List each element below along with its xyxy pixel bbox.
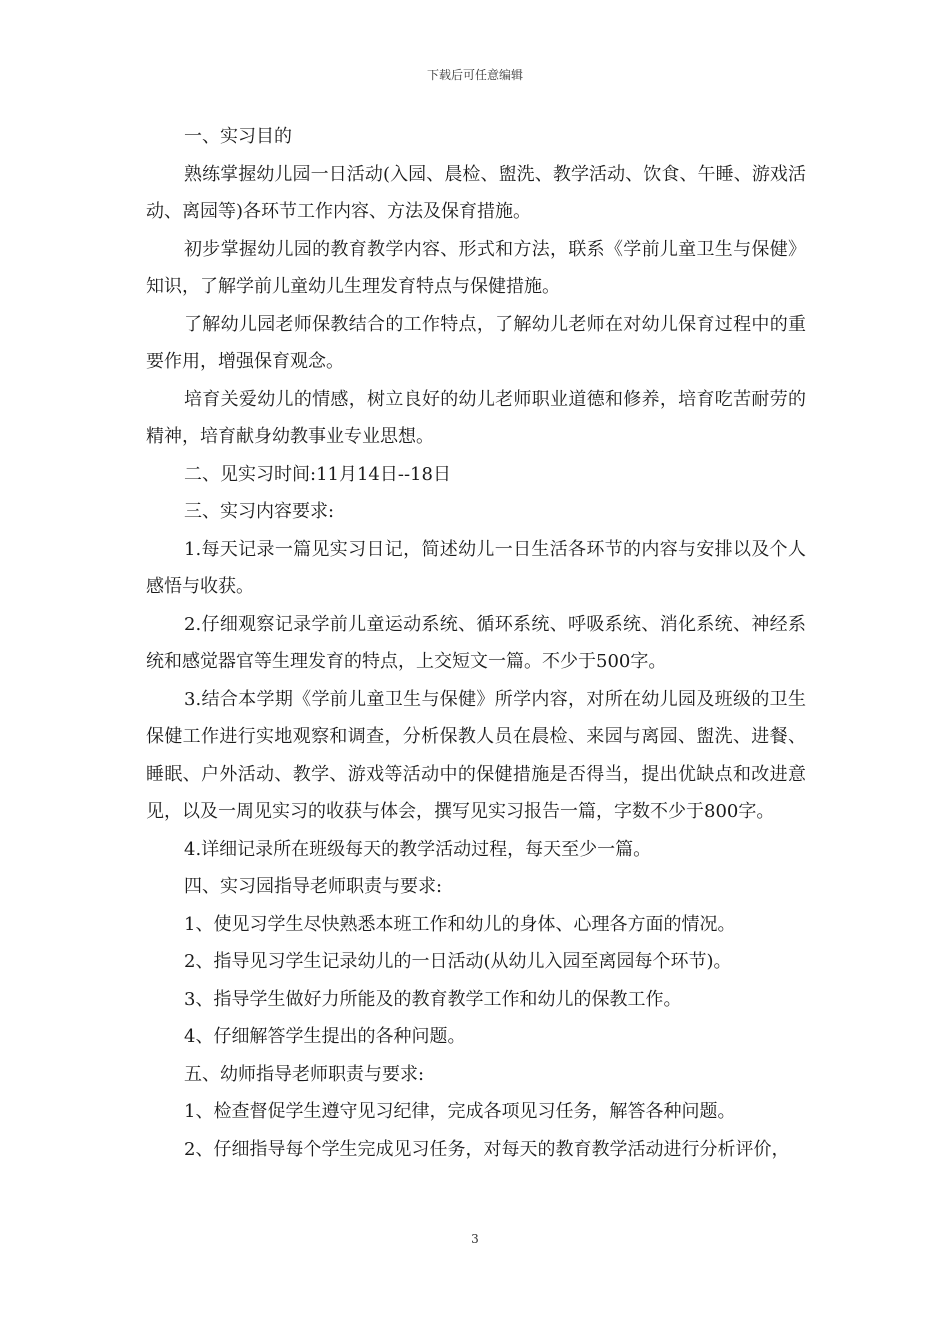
- list-item: 2.仔细观察记录学前儿童运动系统、循环系统、呼吸系统、消化系统、神经系统和感觉器官等生理发育的特点，上交短文一篇。不少于500字。: [146, 613, 806, 672]
- page-number: 3: [471, 1232, 479, 1246]
- section-heading-time: 二、见实习时间:11月14日--18日: [184, 463, 451, 485]
- list-item: 2、指导见习学生记录幼儿的一日活动(从幼儿入园至离园每个环节)。: [184, 951, 732, 972]
- section-heading-content: 三、实习内容要求:: [184, 501, 335, 522]
- list-item: 2、仔细指导每个学生完成见习任务，对每天的教育教学活动进行分析评价，: [184, 1138, 790, 1160]
- document-body: [146, 118, 806, 1168]
- paragraph: 初步掌握幼儿园的教育教学内容、形式和方法，联系《学前儿童卫生与保健》知识，了解学前儿童幼儿生理发育特点与保健措施。: [146, 238, 806, 297]
- list-item: 3.结合本学期《学前儿童卫生与保健》所学内容，对所在幼儿园及班级的卫生保健工作进行实地观察和调查，分析保教人员在晨检、来园与离园、盥洗、进餐、睡眠、户外活动、教学、游戏等活动中的保健措施是否得当，提出优缺点和改进意见，以及一周见实习的收获与体会，撰写见实习报告一篇，字数不少于800字。: [146, 688, 806, 822]
- list-item: 4.详细记录所在班级每天的教学活动过程，每天至少一篇。: [184, 838, 652, 860]
- page-header: 下载后可任意编辑: [426, 68, 523, 82]
- section-heading-park-teacher: 四、实习园指导老师职责与要求:: [184, 876, 443, 897]
- list-item: 1.每天记录一篇见实习日记，简述幼儿一日生活各环节的内容与安排以及个人感悟与收获。: [146, 538, 806, 597]
- list-item: 1、检查督促学生遵守见习纪律，完成各项见习任务，解答各种问题。: [184, 1101, 736, 1122]
- paragraph: 熟练掌握幼儿园一日活动(入园、晨检、盥洗、教学活动、饮食、午睡、游戏活动、离园等)各环节工作内容、方法及保育措施。: [146, 163, 806, 222]
- paragraph: 培育关爱幼儿的情感，树立良好的幼儿老师职业道德和修养，培育吃苦耐劳的精神，培育献身幼教事业专业思想。: [146, 388, 806, 447]
- section-heading-school-teacher: 五、幼师指导老师职责与要求:: [184, 1063, 425, 1085]
- list-item: 4、仔细解答学生提出的各种问题。: [184, 1026, 466, 1047]
- paragraph: 了解幼儿园老师保教结合的工作特点，了解幼儿老师在对幼儿保育过程中的重要作用，增强保育观念。: [146, 313, 806, 372]
- list-item: 3、指导学生做好力所能及的教育教学工作和幼儿的保教工作。: [184, 988, 682, 1010]
- section-heading-purpose: 一、实习目的: [184, 126, 292, 147]
- list-item: 1、使见习学生尽快熟悉本班工作和幼儿的身体、心理各方面的情况。: [184, 913, 736, 935]
